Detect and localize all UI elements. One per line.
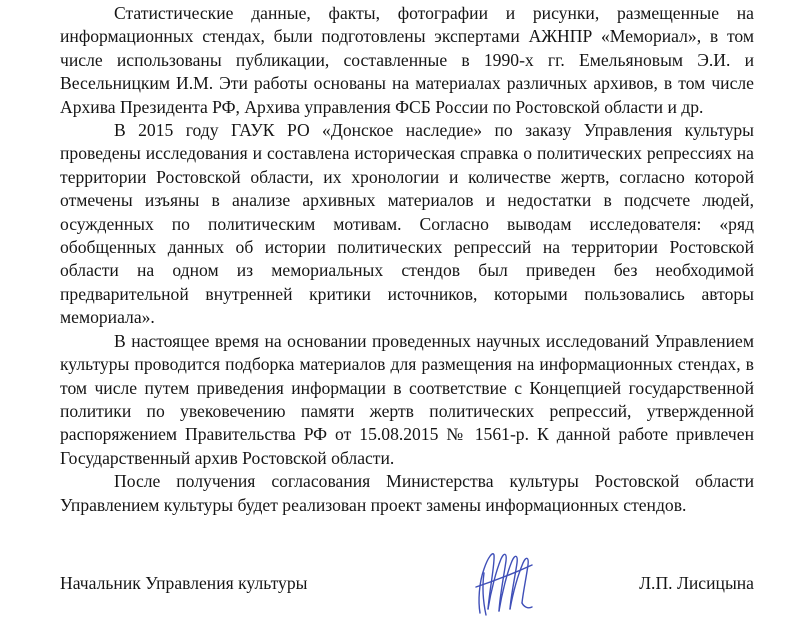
document-body bbox=[60, 2, 754, 517]
position-title: Начальник Управления культуры bbox=[60, 573, 308, 593]
signer-name: Л.П. Лисицына bbox=[639, 573, 754, 593]
paragraph-current-work: В настоящее время на основании проведенных научных исследований Управлением культуры проводится подборка материалов для размещения на информационных стендах, в том числе путем приведения информации в соответствие с Концепцией государственной политики по увековечению памяти жертв политических репрессий, утвержденной распоряжением Правительства РФ от 15.08.2015 № 1561-р. К данной работе привлечен Государственный архив Ростовской области. bbox=[60, 330, 754, 468]
paragraph-research-2015: В 2015 году ГАУК РО «Донское наследие» по заказу Управления культуры проведены исследования и составлена историческая справка о политических репрессиях на территории Ростовской области, их хронологии и количестве жертв, согласно которой отмечены изъяны в анализе архивных материалов и недостатки в подсчете людей, осужденных по политическим мотивам. Согласно выводам исследователя: «ряд обобщенных данных об истории политических репрессий на территории Ростовской области на одном из мемориальных стендов был приведен без необходимой предварительной внутренней критики источников, которыми пользовались авторы мемориала». bbox=[60, 120, 754, 328]
paragraph-stand-replacement: После получения согласования Министерства культуры Ростовской области Управлением культуры будет реализован проект замены информационных стендов. bbox=[60, 471, 754, 515]
paragraph-sources: Статистические данные, факты, фотографии и рисунки, размещенные на информационных стендах, были подготовлены экспертами АЖНПР «Мемориал», в том числе использованы публикации, составленные в 1990-х гг. Емельяновым Э.И. и Весельницким И.М. Эти работы основаны на материалах различных архивов, в том числе Архива Президента РФ, Архива управления ФСБ России по Ростовской области и др. bbox=[60, 3, 754, 117]
handwritten-signature bbox=[466, 543, 538, 621]
signature-block bbox=[60, 572, 754, 602]
